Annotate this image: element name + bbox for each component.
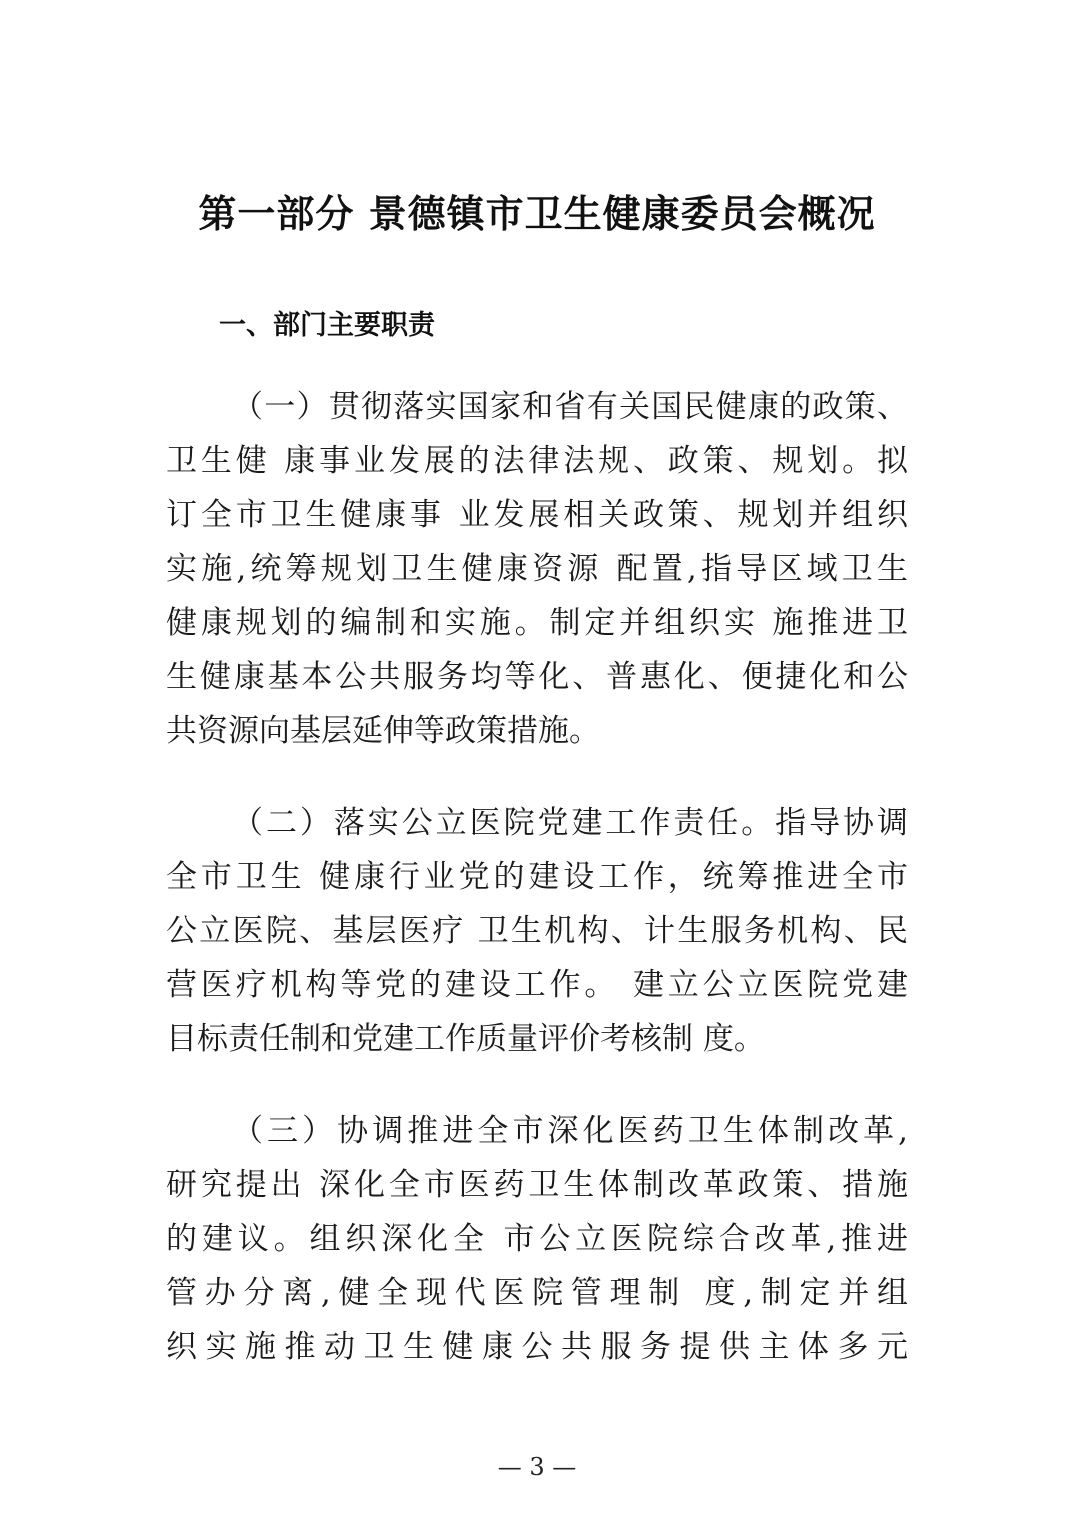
paragraph-line: （一）贯彻落实国家和省有关国民健康的政策、 bbox=[232, 389, 908, 425]
paragraph-line: 目标责任制和党建工作质量评价考核制 度。 bbox=[166, 1021, 765, 1057]
paragraph-line: 研究提出 深化全市医药卫生体制改革政策、措施 bbox=[166, 1167, 908, 1203]
paragraph-1 bbox=[166, 380, 908, 758]
paragraph-line: 的建议。组织深化全 市公立医院综合改革,推进 bbox=[166, 1221, 908, 1257]
paragraph-line: （三）协调推进全市深化医药卫生体制改革, bbox=[232, 1113, 908, 1149]
paragraph-line: 营医疗机构等党的建设工作。 建立公立医院党建 bbox=[166, 967, 908, 1003]
paragraph-line: 管办分离,健全现代医院管理制 度,制定并组 bbox=[166, 1275, 908, 1311]
paragraph-line: 共资源向基层延伸等政策措施。 bbox=[166, 713, 600, 749]
paragraph-line: 全市卫生 健康行业党的建设工作，统筹推进全市 bbox=[166, 859, 908, 895]
paragraph-line: 公立医院、基层医疗 卫生机构、计生服务机构、民 bbox=[166, 913, 908, 949]
paragraph-line: 生健康基本公共服务均等化、普惠化、便捷化和公 bbox=[166, 659, 908, 695]
paragraph-line: 健康规划的编制和实施。制定并组织实 施推进卫 bbox=[166, 605, 908, 641]
page-number: — 3 — bbox=[497, 1453, 577, 1481]
paragraph-2 bbox=[166, 796, 908, 1066]
paragraph-line: 订全市卫生健康事 业发展相关政策、规划并组织 bbox=[166, 497, 908, 533]
paragraph-line: 织实施推动卫生健康公共服务提供主体多元 bbox=[166, 1329, 908, 1365]
paragraph-line: （二）落实公立医院党建工作责任。指导协调 bbox=[232, 805, 908, 841]
paragraph-line: 实施,统筹规划卫生健康资源 配置,指导区域卫生 bbox=[166, 551, 908, 587]
document-title: 第一部分 景德镇市卫生健康委员会概况 bbox=[198, 191, 876, 236]
paragraph-3 bbox=[166, 1104, 908, 1374]
section-heading: 一、部门主要职责 bbox=[219, 310, 435, 341]
paragraph-line: 卫生健 康事业发展的法律法规、政策、规划。拟 bbox=[166, 443, 908, 479]
